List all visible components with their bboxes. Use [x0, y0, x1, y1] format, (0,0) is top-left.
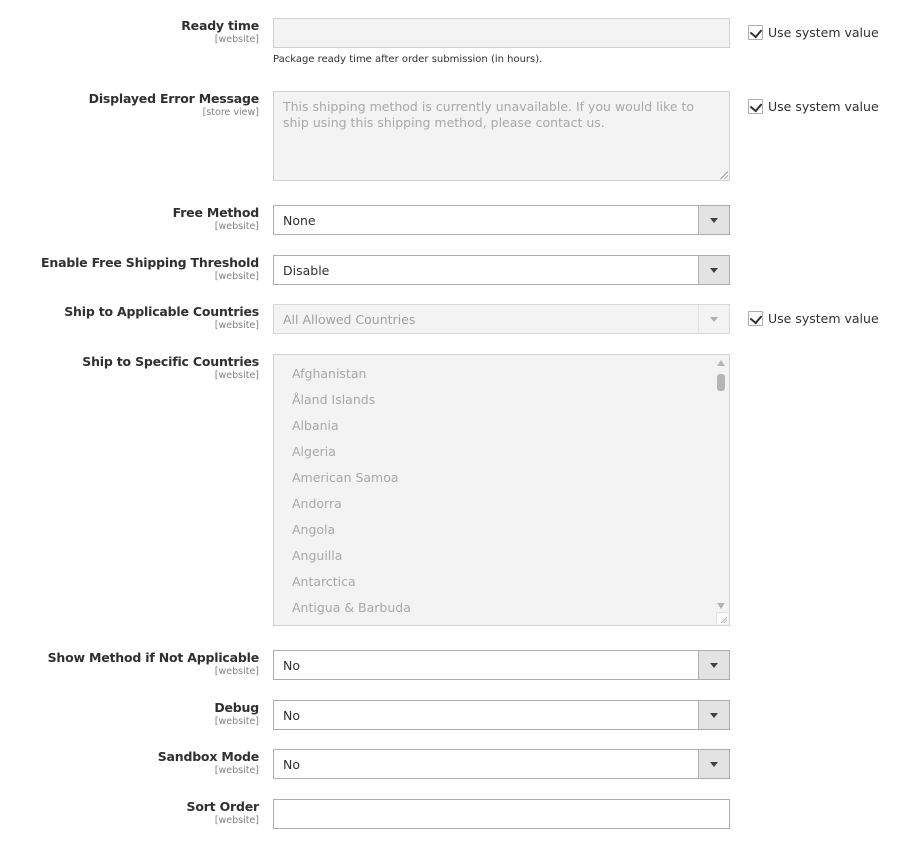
dropdown-button[interactable] — [698, 256, 729, 284]
country-option[interactable]: Andorra — [292, 496, 342, 511]
country-option[interactable]: Antarctica — [292, 574, 356, 589]
applicable-countries-use-system-value[interactable] — [748, 311, 879, 326]
field-label — [0, 304, 259, 331]
scroll-thumb[interactable] — [717, 374, 725, 391]
debug-select[interactable] — [273, 700, 730, 730]
field-scope: [website] — [214, 765, 259, 776]
use-system-value-label: Use system value — [768, 311, 879, 326]
ready-time-use-system-value[interactable] — [748, 25, 879, 40]
checkbox-checked-icon[interactable] — [748, 25, 763, 40]
dropdown-button[interactable] — [698, 750, 729, 778]
error-message-textarea[interactable] — [273, 91, 730, 181]
field-title: Ready time — [181, 18, 259, 33]
field-label — [0, 354, 259, 381]
field-title: Sort Order — [186, 799, 259, 814]
selected-value: Disable — [283, 262, 330, 278]
field-title: Sandbox Mode — [157, 749, 259, 764]
dropdown-button[interactable] — [698, 701, 729, 729]
field-title: Ship to Applicable Countries — [64, 304, 259, 319]
checkbox-checked-icon[interactable] — [748, 311, 763, 326]
chevron-down-icon — [710, 268, 718, 273]
sort-order-input[interactable] — [273, 799, 730, 829]
field-title: Free Method — [172, 205, 259, 220]
dropdown-button[interactable] — [698, 651, 729, 679]
field-label — [0, 799, 259, 826]
field-label — [0, 650, 259, 677]
country-option[interactable]: Antigua & Barbuda — [292, 600, 411, 615]
field-label — [0, 700, 259, 727]
country-option[interactable]: Åland Islands — [292, 392, 376, 407]
applicable-countries-select[interactable] — [273, 304, 730, 334]
field-scope: [website] — [214, 716, 259, 727]
field-scope: [website] — [214, 271, 259, 282]
selected-value: All Allowed Countries — [283, 311, 416, 327]
chevron-down-icon — [710, 218, 718, 223]
field-scope: [website] — [214, 370, 259, 381]
country-option[interactable]: Angola — [292, 522, 336, 537]
ready-time-note: Package ready time after order submission (in hours). — [273, 54, 543, 65]
specific-countries-multiselect[interactable] — [273, 354, 730, 626]
field-scope: [website] — [214, 666, 259, 677]
chevron-down-icon — [710, 663, 718, 668]
selected-value: No — [283, 756, 300, 772]
field-scope: [website] — [214, 34, 259, 45]
country-option[interactable]: Anguilla — [292, 548, 343, 563]
field-title: Debug — [214, 700, 259, 715]
resize-handle-icon[interactable] — [719, 170, 728, 179]
chevron-down-icon — [710, 317, 718, 322]
scroll-up-arrow-icon[interactable] — [717, 360, 725, 366]
scrollbar[interactable] — [715, 357, 727, 615]
selected-value: No — [283, 657, 300, 673]
field-scope: [website] — [214, 221, 259, 232]
field-title: Displayed Error Message — [88, 91, 259, 106]
field-label — [0, 749, 259, 776]
field-scope: [website] — [214, 320, 259, 331]
use-system-value-label: Use system value — [768, 99, 879, 114]
chevron-down-icon — [710, 713, 718, 718]
selected-value: None — [283, 212, 316, 228]
field-label — [0, 255, 259, 282]
selected-value: No — [283, 707, 300, 723]
show-method-select[interactable] — [273, 650, 730, 680]
free-shipping-threshold-select[interactable] — [273, 255, 730, 285]
scroll-down-arrow-icon[interactable] — [717, 603, 725, 609]
dropdown-button[interactable] — [698, 305, 729, 333]
field-title: Enable Free Shipping Threshold — [41, 255, 259, 270]
resize-handle-icon[interactable] — [716, 612, 728, 624]
field-label — [0, 91, 259, 118]
free-method-select[interactable] — [273, 205, 730, 235]
field-label — [0, 205, 259, 232]
checkbox-checked-icon[interactable] — [748, 99, 763, 114]
ready-time-input[interactable] — [273, 18, 730, 48]
field-title: Show Method if Not Applicable — [47, 650, 259, 665]
field-scope: [store view] — [202, 107, 259, 118]
field-title: Ship to Specific Countries — [82, 354, 259, 369]
field-label — [0, 18, 259, 45]
dropdown-button[interactable] — [698, 206, 729, 234]
error-message-use-system-value[interactable] — [748, 99, 879, 114]
country-option[interactable]: Albania — [292, 418, 339, 433]
use-system-value-label: Use system value — [768, 25, 879, 40]
sandbox-mode-select[interactable] — [273, 749, 730, 779]
country-option[interactable]: Algeria — [292, 444, 336, 459]
country-option[interactable]: Afghanistan — [292, 366, 367, 381]
error-message-text: This shipping method is currently unavailable. If you would like to ship using this shipping method, please contact us. — [283, 99, 695, 130]
field-scope: [website] — [214, 815, 259, 826]
chevron-down-icon — [710, 762, 718, 767]
country-option[interactable]: American Samoa — [292, 470, 399, 485]
